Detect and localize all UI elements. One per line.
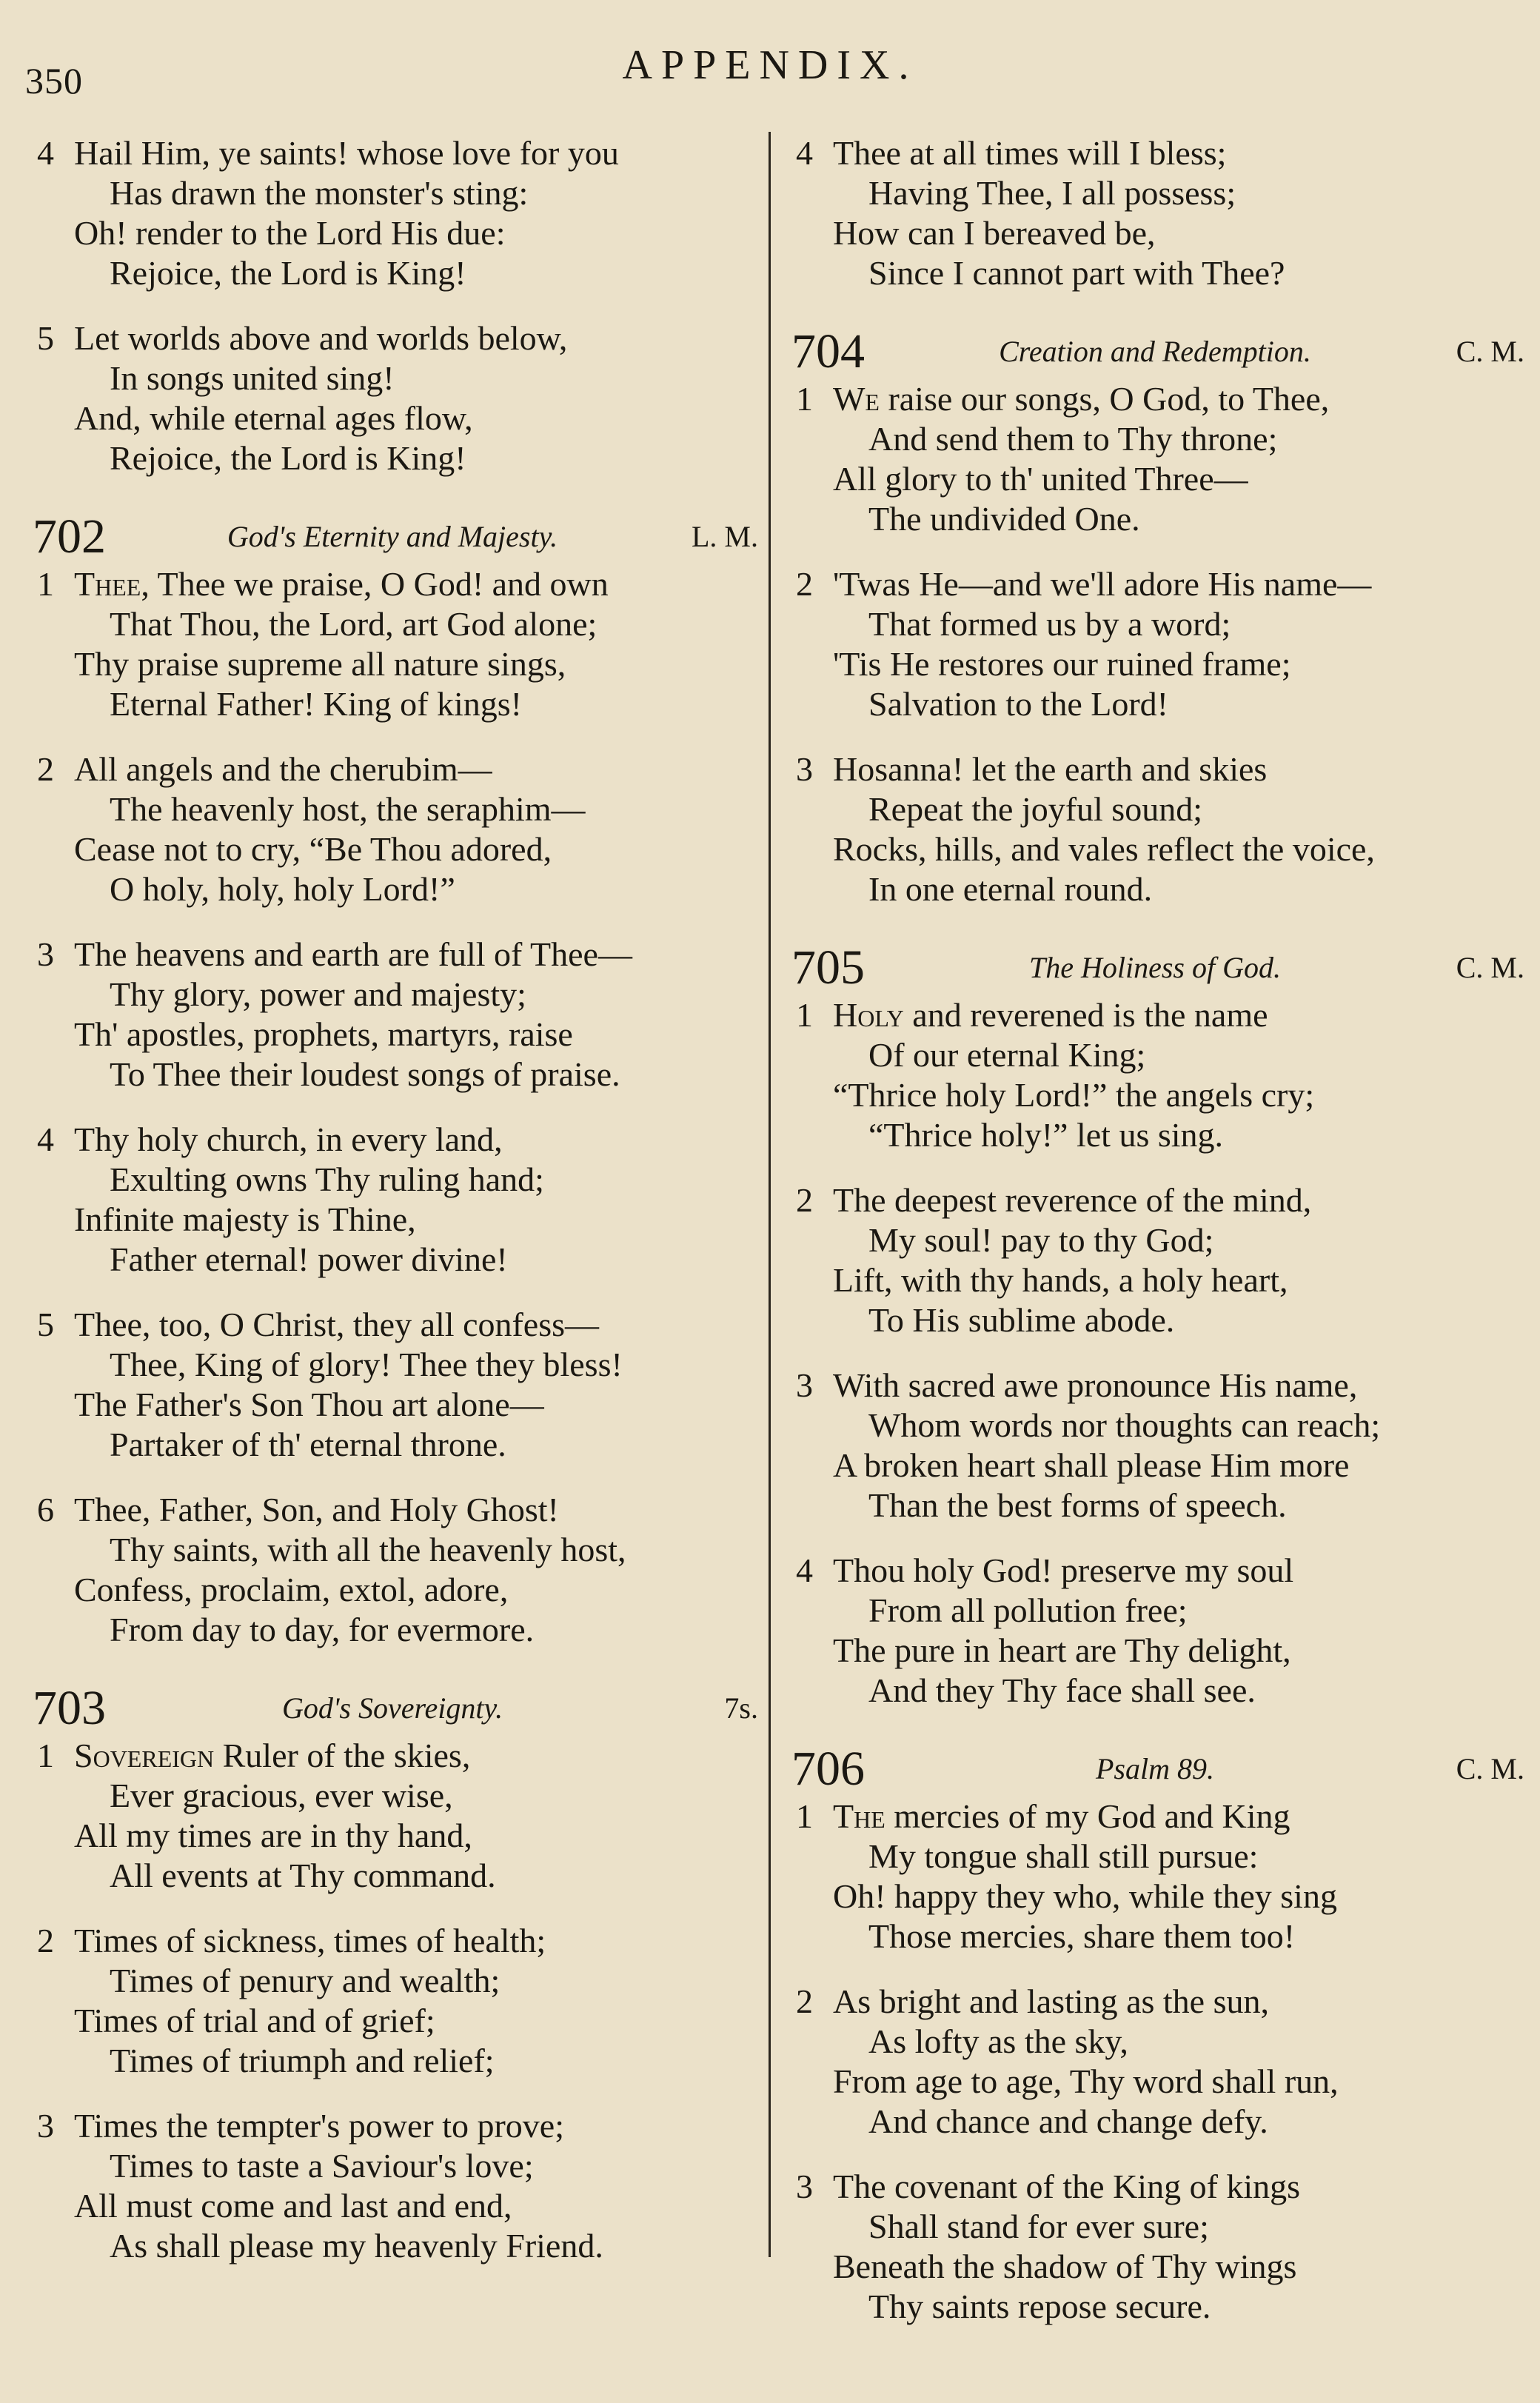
stanza-number: 3	[796, 2168, 813, 2205]
stanza-line: Thy saints, with all the heavenly host,	[110, 1531, 626, 1568]
hymn-continued	[781, 133, 1529, 293]
stanza-line: Rejoice, the Lord is King!	[110, 254, 466, 292]
stanza-line: Times to taste a Saviour's love;	[110, 2147, 534, 2185]
stanza-line: Times of trial and of grief;	[74, 2002, 435, 2039]
stanza	[781, 2167, 1529, 2327]
stanza-first-line: 2 All angels and the cherubim—	[37, 750, 492, 788]
stanza-line: Than the best forms of speech.	[868, 1486, 1287, 1524]
stanza-line: That formed us by a word;	[868, 605, 1231, 643]
stanza-line: Exulting owns Thy ruling hand;	[110, 1160, 544, 1198]
stanza-line: All glory to th' united Three—	[833, 460, 1248, 498]
stanza-line: O holy, holy, holy Lord!”	[110, 870, 455, 908]
stanza	[22, 2106, 763, 2266]
stanza	[22, 749, 763, 909]
stanza-line: Cease not to cry, “Be Thou adored,	[74, 830, 552, 868]
stanza-line: My soul! pay to thy God;	[868, 1221, 1214, 1259]
hymn-702	[22, 504, 763, 1650]
stanza-first-line: 1 Holy and reverened is the name	[796, 996, 1268, 1034]
hymn-705	[781, 935, 1529, 1711]
stanza-line: Shall stand for ever sure;	[868, 2208, 1209, 2245]
stanza-line: Oh! happy they who, while they sing	[833, 1877, 1337, 1915]
stanza-line: All events at Thy command.	[110, 1856, 496, 1894]
stanza-number: 4	[796, 1551, 813, 1589]
stanza-first-line: 1 Thee, Thee we praise, O God! and own	[37, 565, 609, 603]
stanza-first-line: 4 Hail Him, ye saints! whose love for you	[37, 134, 619, 172]
stanza-line: From all pollution free;	[868, 1591, 1188, 1629]
hymn-meter: C. M.	[1456, 1752, 1524, 1785]
stanza-first-line: 4 Thou holy God! preserve my soul	[796, 1551, 1294, 1589]
stanza-line: Since I cannot part with Thee?	[868, 254, 1285, 292]
stanza-line: In songs united sing!	[110, 359, 395, 397]
stanza-first-line: 2 As bright and lasting as the sun,	[796, 1982, 1269, 2020]
stanza-line: Thy praise supreme all nature sings,	[74, 645, 566, 683]
stanza-number: 4	[796, 134, 813, 172]
stanza-first-line: 3 Hosanna! let the earth and skies	[796, 750, 1268, 788]
stanza-number: 3	[37, 935, 54, 973]
stanza-line: And they Thy face shall see.	[868, 1671, 1256, 1709]
stanza	[781, 995, 1529, 1155]
opening-word: Thee	[74, 565, 141, 603]
hymn-number: 706	[791, 1742, 865, 1796]
stanza-first-line: 2 The deepest reverence of the mind,	[796, 1181, 1312, 1219]
stanza-number: 3	[37, 2107, 54, 2145]
page-number: 350	[25, 60, 83, 101]
running-head: APPENDIX.	[622, 42, 918, 88]
hymn-number: 704	[791, 324, 865, 378]
stanza	[22, 318, 763, 478]
opening-word: Holy	[833, 996, 904, 1034]
stanza-line: “Thrice holy Lord!” the angels cry;	[833, 1076, 1315, 1114]
stanza	[781, 133, 1529, 293]
stanza-line: From day to day, for evermore.	[110, 1611, 535, 1648]
hymn-meter: 7s.	[724, 1691, 758, 1725]
stanza-line: A broken heart shall please Him more	[833, 1446, 1350, 1484]
hymn-header	[22, 1675, 763, 1736]
stanza	[781, 1797, 1529, 1956]
stanza-line: Thy glory, power and majesty;	[110, 975, 526, 1013]
stanza-line: Th' apostles, prophets, martyrs, raise	[74, 1015, 573, 1053]
stanza-line: Thy saints repose secure.	[868, 2287, 1211, 2325]
stanza-first-line: 5 Let worlds above and worlds below,	[37, 319, 568, 357]
stanza-line: Repeat the joyful sound;	[868, 790, 1202, 828]
stanza-first-line: 2 'Twas He—and we'll adore His name—	[796, 565, 1372, 603]
hymn-title: Psalm 89.	[1096, 1752, 1214, 1785]
stanza-line: Of our eternal King;	[868, 1036, 1146, 1074]
stanza	[781, 1180, 1529, 1340]
hymn-704	[781, 318, 1529, 909]
stanza	[22, 1736, 763, 1896]
stanza-line: How can I bereaved be,	[833, 214, 1156, 252]
stanza-line: Ever gracious, ever wise,	[110, 1777, 453, 1814]
stanza-first-line: 1 We raise our songs, O God, to Thee,	[796, 380, 1330, 418]
stanza-line: Whom words nor thoughts can reach;	[868, 1406, 1381, 1444]
stanza	[781, 1366, 1529, 1525]
hymn-number: 702	[33, 509, 106, 564]
stanza-line: As shall please my heavenly Friend.	[110, 2227, 603, 2265]
stanza-number: 5	[37, 319, 54, 357]
stanza-number: 2	[37, 750, 54, 788]
stanza-line: Thee, King of glory! Thee they bless!	[110, 1346, 623, 1383]
stanza-first-line: 2 Times of sickness, times of health;	[37, 1922, 546, 1959]
stanza-first-line: 5 Thee, too, O Christ, they all confess—	[37, 1306, 600, 1343]
stanza-number: 1	[796, 1797, 813, 1835]
stanza-line: Times of triumph and relief;	[110, 2042, 495, 2079]
stanza-number: 1	[37, 1737, 54, 1774]
stanza-line: Father eternal! power divine!	[110, 1240, 508, 1278]
stanza-line: The undivided One.	[868, 500, 1140, 538]
stanza-number: 3	[796, 1366, 813, 1404]
stanza	[22, 935, 763, 1094]
stanza-number: 5	[37, 1306, 54, 1343]
stanza-line: Rejoice, the Lord is King!	[110, 439, 466, 477]
stanza-number: 4	[37, 134, 54, 172]
stanza-first-line: 3 Times the tempter's power to prove;	[37, 2107, 564, 2145]
hymn-continued	[22, 133, 763, 478]
hymn-header	[781, 318, 1529, 379]
stanza-number: 2	[37, 1922, 54, 1959]
stanza-line: Confess, proclaim, extol, adore,	[74, 1571, 509, 1608]
hymn-number: 705	[791, 940, 865, 995]
stanza	[781, 1551, 1529, 1711]
stanza-line: From age to age, Thy word shall run,	[833, 2062, 1339, 2100]
hymn-meter: C. M.	[1456, 951, 1524, 984]
stanza-line: Has drawn the monster's sting:	[110, 174, 529, 212]
hymn-header	[781, 935, 1529, 995]
stanza-line: In one eternal round.	[868, 870, 1153, 908]
stanza	[781, 749, 1529, 909]
stanza-line: That Thou, the Lord, art God alone;	[110, 605, 597, 643]
hymn-header	[22, 504, 763, 564]
stanza-number: 2	[796, 1181, 813, 1219]
stanza-line: To His sublime abode.	[868, 1301, 1175, 1339]
stanza-first-line: 4 Thee at all times will I bless;	[796, 134, 1227, 172]
stanza-line: Having Thee, I all possess;	[868, 174, 1236, 212]
stanza-line: Lift, with thy hands, a holy heart,	[833, 1261, 1288, 1299]
stanza-first-line: 3 The covenant of the King of kings	[796, 2168, 1301, 2205]
hymn-title: The Holiness of God.	[1029, 951, 1281, 984]
stanza-line: All my times are in thy hand,	[74, 1817, 472, 1854]
stanza-line: Partaker of th' eternal throne.	[110, 1426, 506, 1463]
stanza-number: 1	[796, 996, 813, 1034]
stanza	[22, 1305, 763, 1465]
stanza-first-line: 3 The heavens and earth are full of Thee—	[37, 935, 632, 973]
stanza	[22, 1490, 763, 1650]
stanza-number: 3	[796, 750, 813, 788]
stanza	[22, 1921, 763, 2081]
stanza-number: 6	[37, 1491, 54, 1528]
stanza-line: The heavenly host, the seraphim—	[110, 790, 586, 828]
stanza-number: 1	[796, 380, 813, 418]
stanza-line: 'Tis He restores our ruined frame;	[833, 645, 1291, 683]
opening-word: The	[833, 1797, 886, 1835]
hymn-meter: L. M.	[692, 520, 758, 553]
left-column	[22, 133, 763, 2291]
stanza-line: Beneath the shadow of Thy wings	[833, 2247, 1297, 2285]
stanza-line: All must come and last and end,	[74, 2187, 512, 2225]
stanza-line: And chance and change defy.	[868, 2102, 1268, 2140]
stanza-first-line: 1 The mercies of my God and King	[796, 1797, 1290, 1835]
stanza-line: To Thee their loudest songs of praise.	[110, 1055, 620, 1093]
stanza	[781, 379, 1529, 539]
stanza-line: Rocks, hills, and vales reflect the voice,	[833, 830, 1375, 868]
hymn-title: God's Sovereignty.	[281, 1691, 503, 1725]
stanza-first-line: 3 With sacred awe pronounce His name,	[796, 1366, 1358, 1404]
stanza-line: Eternal Father! King of kings!	[110, 685, 522, 723]
opening-word: We	[833, 380, 880, 418]
hymn-706	[781, 1736, 1529, 2327]
stanza-line: Infinite majesty is Thine,	[74, 1200, 416, 1238]
hymn-title: God's Eternity and Majesty.	[227, 520, 558, 553]
stanza-first-line: 6 Thee, Father, Son, and Holy Ghost!	[37, 1491, 559, 1528]
stanza	[781, 1982, 1529, 2142]
stanza-line: Those mercies, share them too!	[868, 1917, 1296, 1955]
stanza-line: Times of penury and wealth;	[110, 1962, 500, 1999]
hymn-meter: C. M.	[1456, 335, 1524, 368]
stanza-line: And send them to Thy throne;	[868, 420, 1278, 458]
column-divider	[769, 132, 771, 2257]
stanza-line: Salvation to the Lord!	[868, 685, 1168, 723]
stanza	[22, 133, 763, 293]
hymn-number: 703	[33, 1681, 106, 1735]
stanza-number: 2	[796, 1982, 813, 2020]
hymn-703	[22, 1675, 763, 2266]
stanza-number: 1	[37, 565, 54, 603]
stanza	[781, 564, 1529, 724]
stanza-first-line: 1 Sovereign Ruler of the skies,	[37, 1737, 471, 1774]
stanza	[22, 564, 763, 724]
stanza-line: As lofty as the sky,	[868, 2022, 1128, 2060]
stanza-line: “Thrice holy!” let us sing.	[868, 1116, 1224, 1154]
hymn-title: Creation and Redemption.	[999, 335, 1311, 368]
stanza-number: 2	[796, 565, 813, 603]
stanza-first-line: 4 Thy holy church, in every land,	[37, 1120, 503, 1158]
opening-word: Sovereign	[74, 1737, 215, 1774]
hymn-header	[781, 1736, 1529, 1797]
stanza-line: The Father's Son Thou art alone—	[74, 1386, 544, 1423]
stanza-line: And, while eternal ages flow,	[74, 399, 473, 437]
stanza-line: My tongue shall still pursue:	[868, 1837, 1259, 1875]
stanza	[22, 1120, 763, 1280]
right-column	[781, 133, 1529, 2352]
stanza-line: Oh! render to the Lord His due:	[74, 214, 506, 252]
stanza-line: The pure in heart are Thy delight,	[833, 1631, 1291, 1669]
stanza-number: 4	[37, 1120, 54, 1158]
